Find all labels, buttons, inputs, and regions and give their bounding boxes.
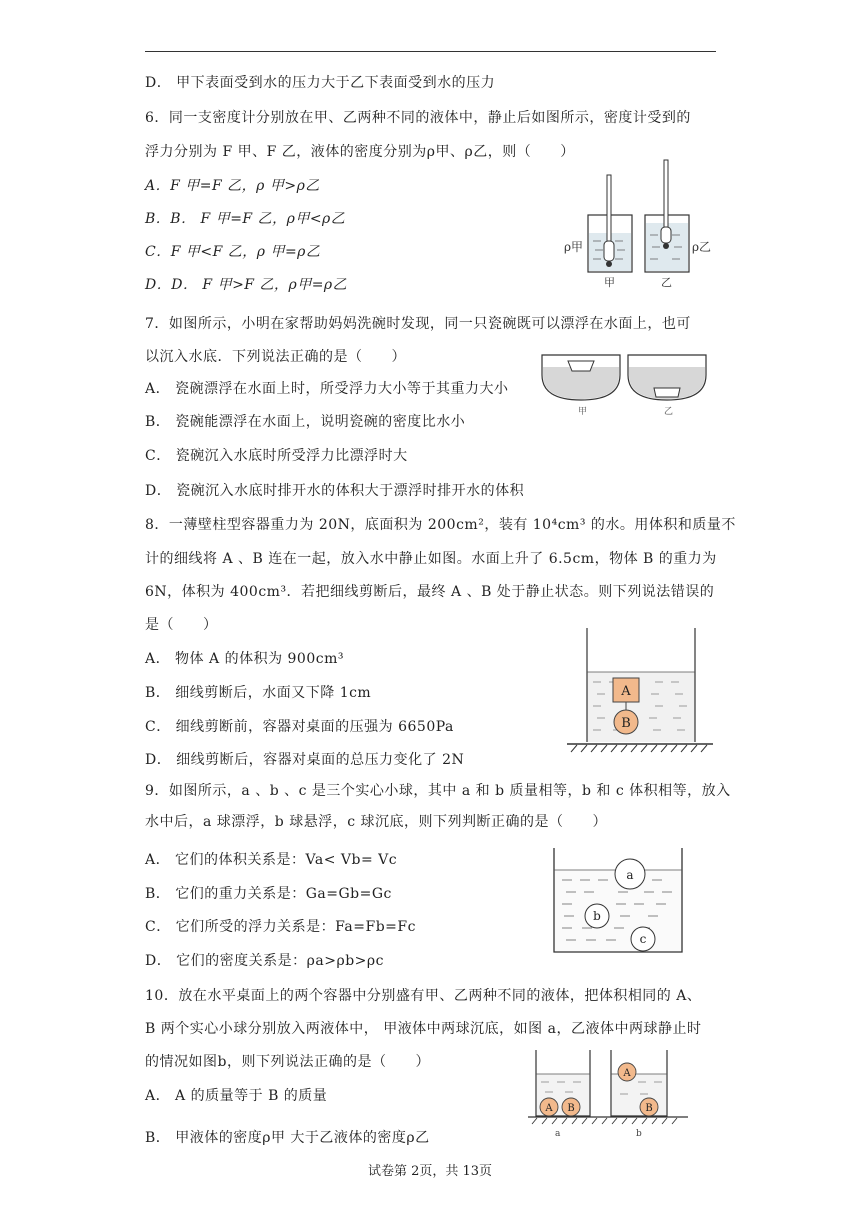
q6-option-b: B．B． F 甲=F 乙，ρ甲<ρ乙: [145, 211, 346, 227]
q6-option-d: D．D． F 甲>F 乙，ρ甲=ρ乙: [145, 277, 348, 293]
q8-option-d: D． 细线剪断后，容器对桌面的总压力变化了 2N: [145, 752, 465, 768]
q8-stem-line3: 6N，体积为 400cm³．若把细线剪断后，最终 A 、B 处于静止状态。则下列说法错误的: [145, 584, 715, 600]
q10-fig-label-b: b: [636, 1129, 642, 1139]
q9-stem-line2: 水中后，a 球漂浮，b 球悬浮，c 球沉底，则下列判断正确的是（ ）: [145, 814, 607, 830]
q7-option-a: A． 瓷碗漂浮在水面上时，所受浮力大小等于其重力大小: [145, 381, 509, 397]
q7-option-b: B． 瓷碗能漂浮在水面上，说明瓷碗的密度比水小: [145, 414, 466, 430]
q10-stem-line3: 的情况如图b，则下列说法正确的是（ ）: [145, 1054, 430, 1070]
q8-stem-line2: 计的细线将 A 、B 连在一起，放入水中静止如图。水面上升了 6.5cm，物体 B 的重力为: [145, 551, 717, 567]
q6-fig-rho-left: ρ甲: [564, 240, 584, 254]
q9-option-b: B． 它们的重力关系是：Ga=Gb=Gc: [145, 886, 392, 902]
q7-option-d: D． 瓷碗沉入水底时排开水的体积大于漂浮时排开水的体积: [145, 483, 525, 499]
q9-option-a: A． 它们的体积关系是：Va< Vb= Vc: [145, 852, 398, 868]
q10-two-containers-figure: [528, 1050, 688, 1138]
q10-option-b: B． 甲液体的密度ρ甲 大于乙液体的密度ρ乙: [145, 1130, 430, 1146]
q7-stem-line2: 以沉入水底．下列说法正确的是（ ）: [145, 349, 406, 365]
q6-fig-rho-right: ρ乙: [692, 240, 712, 254]
header-rule: [145, 51, 716, 52]
q9-option-c: C． 它们所受的浮力关系是：Fa=Fb=Fc: [145, 919, 416, 935]
q6-option-c: C．F 甲<F 乙，ρ 甲=ρ乙: [145, 244, 321, 260]
q9-option-d: D． 它们的密度关系是：ρa>ρb>ρc: [145, 953, 384, 969]
q6-stem-line2: 浮力分别为 F 甲、F 乙，液体的密度分别为ρ甲、ρ乙，则（ ）: [145, 144, 575, 160]
q6-option-a: A．F 甲=F 乙，ρ 甲>ρ乙: [145, 178, 320, 194]
q8-option-a: A． 物体 A 的体积为 900cm³: [145, 651, 344, 667]
q6-fig-label-left: 甲: [604, 276, 615, 289]
q10-container-a: [536, 1050, 590, 1116]
q6-stem-line1: 6．同一支密度计分别放在甲、乙两种不同的液体中，静止后如图所示，密度计受到的: [145, 110, 691, 126]
q5-option-d: D． 甲下表面受到水的压力大于乙下表面受到水的压力: [145, 75, 496, 91]
q7-basin-left: [542, 355, 620, 400]
q6-fig-label-right: 乙: [661, 276, 672, 289]
q10-fig-b-ball-a: A: [623, 1068, 631, 1079]
q10-fig-b-ball-b: B: [645, 1103, 653, 1114]
q10-fig-label-a: a: [555, 1129, 561, 1139]
q7-basin-right: [628, 355, 706, 400]
q7-fig-label-left: 甲: [578, 407, 588, 417]
q8-stem-line1: 8．一薄壁柱型容器重力为 20N，底面积为 200cm²，装有 10⁴cm³ 的水。用体积和质量不: [145, 517, 736, 533]
q10-stem-line1: 10．放在水平桌面上的两个容器中分别盛有甲、乙两种不同的液体，把体积相同的 A、: [145, 988, 702, 1004]
q10-container-b: [611, 1050, 667, 1116]
q6-hydrometer-figure: [560, 155, 712, 290]
q9-fig-label-a: a: [626, 868, 634, 882]
q9-balls-figure: [548, 848, 688, 958]
q9-fig-label-b: b: [593, 909, 601, 923]
q10-fig-a-ball-a: A: [545, 1103, 553, 1114]
page-footer: 试卷第 2页，共 13页: [367, 1164, 493, 1179]
q8-stem-line4: 是（ ）: [145, 617, 218, 633]
q10-stem-line2: B 两个实心小球分别放入两液体中， 甲液体中两球沉底，如图 a，乙液体中两球静止时: [145, 1021, 702, 1037]
q9-fig-label-c: c: [639, 932, 647, 946]
q7-stem-line1: 7．如图所示，小明在家帮助妈妈洗碗时发现，同一只瓷碗既可以漂浮在水面上，也可: [145, 316, 691, 332]
q6-beaker-left: [588, 175, 632, 272]
q6-beaker-right: [645, 160, 689, 272]
q7-bowl-figure: [538, 350, 718, 420]
q8-fig-label-a: A: [621, 684, 631, 699]
q8-option-b: B． 细线剪断后，水面又下降 1cm: [145, 685, 372, 701]
q9-stem-line1: 9．如图所示，a 、b 、c 是三个实心小球，其中 a 和 b 质量相等，b 和 c 体积相等，放入: [145, 783, 731, 799]
q8-option-c: C． 细线剪断前，容器对桌面的压强为 6650Pa: [145, 719, 454, 735]
q10-fig-a-ball-b: B: [567, 1103, 575, 1114]
q8-container-figure: [565, 628, 715, 760]
q7-fig-label-right: 乙: [664, 407, 674, 417]
q8-fig-label-b: B: [621, 716, 631, 731]
q10-option-a: A． A 的质量等于 B 的质量: [145, 1088, 328, 1104]
q7-option-c: C． 瓷碗沉入水底时所受浮力比漂浮时大: [145, 448, 408, 464]
